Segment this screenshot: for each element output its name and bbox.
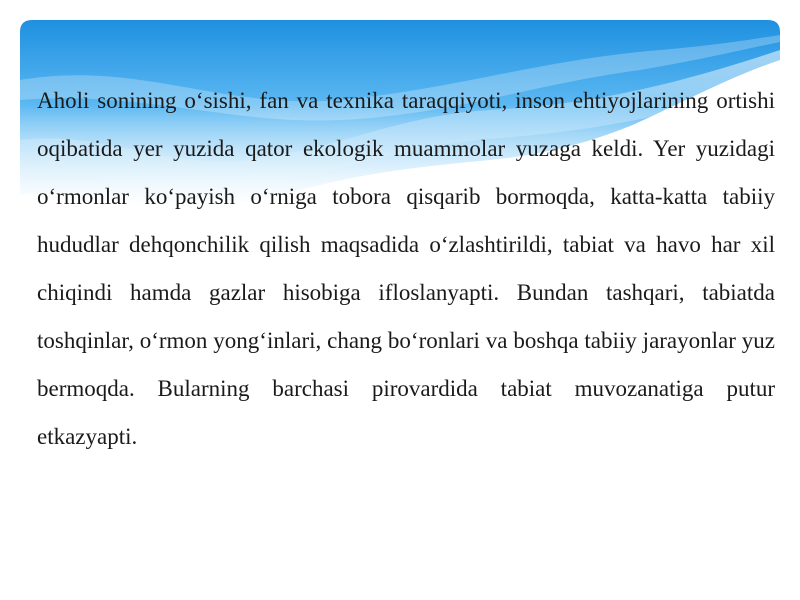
body-paragraph: Aholi sonining o‘sishi, fan va texnika taraqqiyoti, inson ehtiyojlarining ortishi oqibatida yer yuzida qator ekologik muammolar yuzaga keldi. Yer yuzidagi o‘rmonlar ko‘payish o‘rniga tobora qisqarib bormoqda, katta-katta tabiiy hududlar dehqonchilik qilish maqsadida o‘zlashtirildi, tabiat va havo har xil chiqindi hamda gazlar hisobiga ifloslanyapti. Bundan tashqari, tabiatda toshqinlar, o‘rmon yong‘inlari, chang bo‘ronlari va boshqa tabiiy jarayonlar yuz bermoqda. Bularning barchasi pirovardida tabiat muvozanatiga putur etkazyapti. — [37, 88, 775, 449]
